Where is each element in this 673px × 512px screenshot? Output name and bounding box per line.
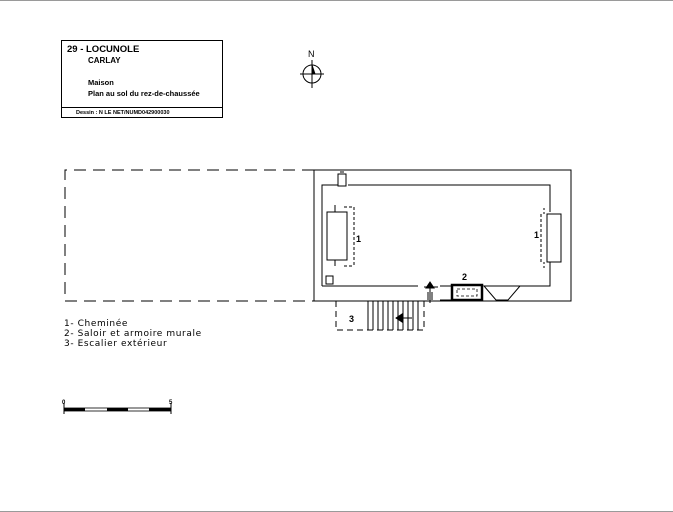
fireplace-left (327, 205, 354, 266)
commune-title: 29 - LOCUNOLE (67, 44, 140, 55)
legend (64, 319, 202, 349)
north-label: N (308, 49, 315, 59)
legend-item: 3- Escalier extérieur (64, 339, 168, 349)
label-fireplace-left: 1 (356, 234, 362, 244)
place-name: CARLAY (88, 56, 121, 65)
scale-bar (64, 403, 171, 414)
compass-icon (300, 60, 324, 88)
scale-start-label: 0 (62, 400, 66, 406)
label-saloir: 2 (462, 272, 468, 282)
plan-description: Plan au sol du rez-de-chaussée (88, 89, 200, 98)
scale-end-label: 5 (169, 400, 173, 406)
legend-item: 2- Saloir et armoire murale (64, 329, 202, 339)
fireplace-right (541, 208, 561, 268)
entrance-arrow (424, 282, 438, 303)
building-type: Maison (88, 78, 114, 87)
legend-item: 1- Cheminée (64, 319, 129, 329)
wall-post (326, 276, 333, 284)
drawing-credit: Dessin : N LE NET/NUMD042900030 (76, 110, 170, 116)
dashed-outline-annex (65, 170, 314, 301)
label-fireplace-right: 1 (534, 230, 540, 240)
saloir (440, 285, 520, 300)
main-building-walls (314, 170, 571, 301)
label-stairs: 3 (349, 314, 355, 324)
